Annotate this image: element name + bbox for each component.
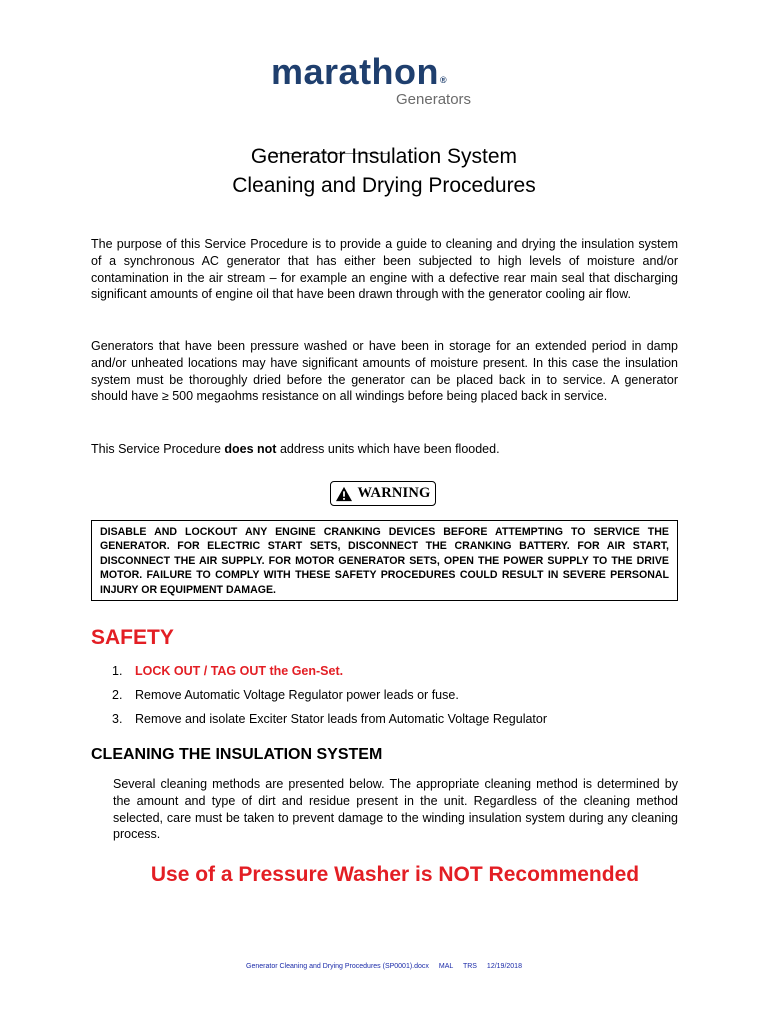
storage-paragraph: Generators that have been pressure washed or have been in storage for an extended period in damp and/or unheated locations may have significant amounts of moisture present. In this case the insulation system must be thoroughly dried before the generator can be placed back in to service. A generator should have ≥ 500 megaohms resistance on all windings before being placed back in service. xyxy=(91,339,678,404)
safety-heading: SAFETY xyxy=(91,626,174,649)
warning-box xyxy=(91,520,678,601)
safety-steps xyxy=(112,659,672,731)
scope-paragraph: This Service Procedure does not address units which have been flooded. xyxy=(91,442,500,456)
footer-reviewer: TRS xyxy=(462,963,477,970)
list-item: 1. LOCK OUT / TAG OUT the Gen-Set. xyxy=(112,659,672,683)
footer-author: MAL xyxy=(438,963,454,970)
warning-badge xyxy=(330,481,436,506)
scope-emphasis: does not xyxy=(224,442,277,456)
purpose-paragraph: The purpose of this Service Procedure is to provide a guide to cleaning and drying the insulation system of a synchronous AC generator that has either been subjected to high levels of moisture and/or contamination in the air stream – for example an engine with a defective rear main seal that discharging significant amounts of engine oil that have been drawn through with the generator cooling air flow. xyxy=(91,237,678,302)
cleaning-heading: CLEANING THE INSULATION SYSTEM xyxy=(91,746,383,763)
registered-mark: ® xyxy=(440,75,448,85)
cleaning-paragraph: Several cleaning methods are presented below. The appropriate cleaning method is determined by the amount and type of dirt and residue present in the unit. Regardless of the cleaning method selected, care must be taken to prevent damage to the winding insulation system during any cleaning process. xyxy=(113,777,678,842)
logo-subtitle: Generators xyxy=(396,91,472,108)
document-title: Generator Insulation System xyxy=(250,145,518,168)
lockout-step: LOCK OUT / TAG OUT the Gen-Set. xyxy=(135,664,344,678)
page-footer xyxy=(0,962,768,972)
warning-label: WARNING xyxy=(357,485,431,501)
list-item: 2. Remove Automatic Voltage Regulator power leads or fuse. xyxy=(112,688,459,702)
list-item: 3. Remove and isolate Exciter Stator leads from Automatic Voltage Regulator xyxy=(112,712,548,726)
footer-date: 12/19/2018 xyxy=(486,963,522,970)
warning-triangle-icon xyxy=(335,486,353,502)
document-subtitle: Cleaning and Drying Procedures xyxy=(232,174,536,197)
warning-text: DISABLE AND LOCKOUT ANY ENGINE CRANKING DEVICES BEFORE ATTEMPTING TO SERVICE THE GENERATOR. FOR ELECTRIC START SETS, DISCONNECT THE CRANKING BATTERY. FOR AIR START, DISCONNECT THE AIR SUPPLY. FOR MOTOR GENERATOR SETS, OPEN THE POWER SUPPLY TO THE DRIVE MOTOR. FAILURE TO COMPLY WITH THESE SAFETY PROCEDURES COULD RESULT IN SEVERE PERSONAL INJURY OR EQUIPMENT DAMAGE. xyxy=(100,526,669,596)
marathon-logo xyxy=(271,52,511,114)
pressure-washer-notice: Use of a Pressure Washer is NOT Recommended xyxy=(150,863,640,886)
logo-wordmark: marathon® xyxy=(271,51,448,92)
footer-filename: Generator Cleaning and Drying Procedures (SP0001).docx xyxy=(246,963,429,970)
